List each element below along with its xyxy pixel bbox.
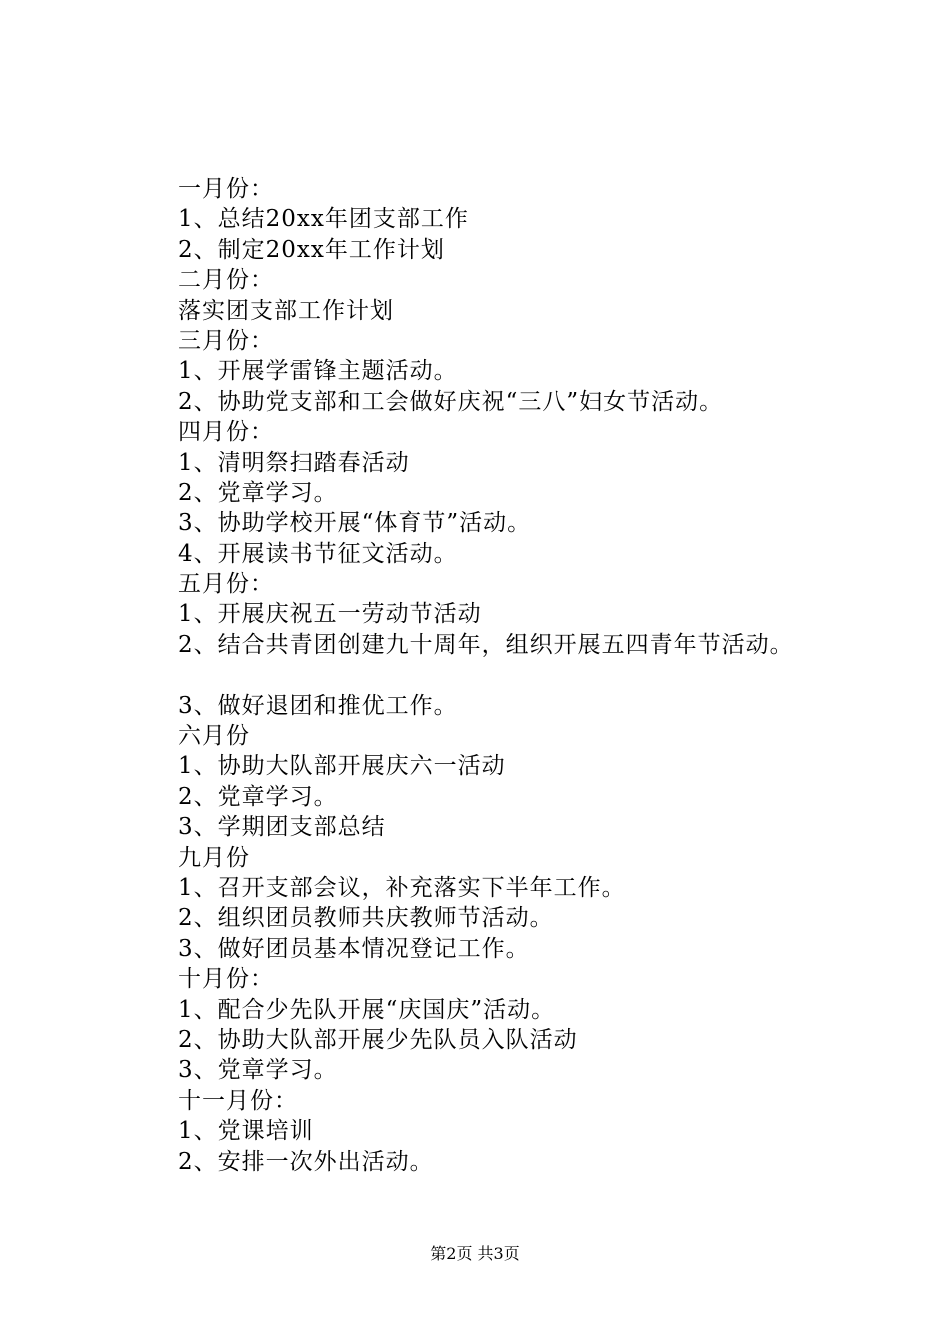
month-heading-november: 十一月份： <box>178 1087 298 1114</box>
list-item: 2、安排一次外出活动。 <box>178 1148 434 1175</box>
list-item: 3、协助学校开展“体育节”活动。 <box>178 510 532 537</box>
list-item: 1、开展庆祝五一劳动节活动 <box>178 601 482 628</box>
list-item: 3、做好团员基本情况登记工作。 <box>178 935 530 962</box>
list-item: 2、结合共青团创建九十周年，组织开展五四青年节活动。 <box>178 631 794 658</box>
month-heading-february: 二月份： <box>178 267 274 294</box>
list-item: 1、召开支部会议，补充落实下半年工作。 <box>178 874 626 901</box>
list-item: 3、学期团支部总结 <box>178 814 386 841</box>
list-item: 2、协助党支部和工会做好庆祝“三八”妇女节活动。 <box>178 388 724 415</box>
list-item: 落实团支部工作计划 <box>178 297 394 324</box>
list-item: 1、清明祭扫踏春活动 <box>178 449 410 476</box>
month-heading-june: 六月份 <box>178 723 250 750</box>
page-footer: 第2页 共3页 <box>430 1244 520 1263</box>
list-item: 1、开展学雷锋主题活动。 <box>178 358 458 385</box>
list-item: 1、协助大队部开展庆六一活动 <box>178 753 506 780</box>
list-item: 2、党章学习。 <box>178 479 338 506</box>
document-body <box>178 174 878 1177</box>
list-item: 2、协助大队部开展少先队员入队活动 <box>178 1026 578 1053</box>
month-heading-april: 四月份： <box>178 419 274 446</box>
list-item: 4、开展读书节征文活动。 <box>178 540 458 567</box>
list-item: 3、做好退团和推优工作。 <box>178 692 458 719</box>
list-item: 2、组织团员教师共庆教师节活动。 <box>178 905 554 932</box>
list-item: 2、党章学习。 <box>178 783 338 810</box>
month-heading-october: 十月份： <box>178 966 274 993</box>
month-heading-may: 五月份： <box>178 571 274 598</box>
list-item: 1、总结20xx年团支部工作 <box>178 206 469 233</box>
list-item: 2、制定20xx年工作计划 <box>178 236 445 263</box>
blank-line <box>178 660 878 690</box>
month-heading-january: 一月份： <box>178 176 274 202</box>
month-heading-september: 九月份 <box>178 844 250 871</box>
month-heading-march: 三月份： <box>178 327 274 354</box>
list-item: 1、党课培训 <box>178 1118 314 1145</box>
list-item: 1、配合少先队开展“庆国庆”活动。 <box>178 996 556 1023</box>
list-item: 3、党章学习。 <box>178 1057 338 1084</box>
